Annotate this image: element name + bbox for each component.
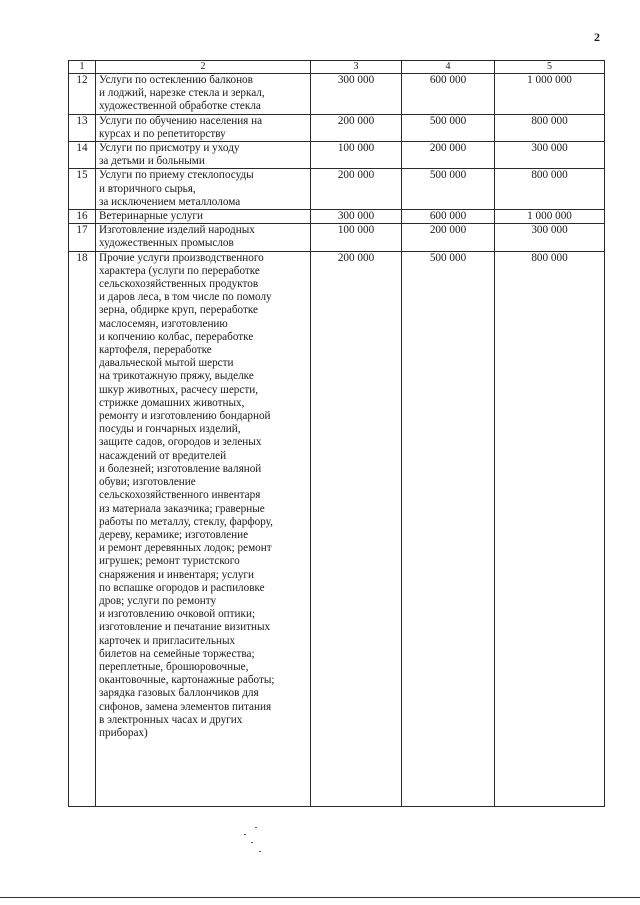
table-row — [69, 210, 605, 224]
amount-column-5: 800 000 — [495, 251, 605, 806]
column-number-header: 1 — [69, 61, 96, 74]
scan-speck — [251, 842, 253, 843]
row-number: 13 — [69, 114, 96, 141]
services-table — [68, 60, 605, 807]
amount-column-5: 300 000 — [495, 142, 605, 169]
page-number: 2 — [594, 30, 600, 44]
row-number: 18 — [69, 251, 96, 806]
amount-column-4: 200 000 — [402, 142, 495, 169]
row-number: 15 — [69, 169, 96, 210]
service-description: Прочие услуги производственного характера (услуги по переработке сельскохозяйственных продуктов и даров леса, в том числе по помолу зерна, обдирке круп, переработке маслосемян, изготовлению и копчению колбас, переработке картофеля, переработке давальческой мытой шерсти на трикотажную пряжу, выделке шкур животных, расчесу шерсти, стрижке домашних животных, ремонту и изготовлению бондарной посуды и гончарных изделий, защите садов, огородов и зеленых насаждений от вредителей и болезней; изготовление валяной обуви; изготовление сельскохозяйственного инвентаря из материала заказчика; граверные работы по металлу, стеклу, фарфору, дереву, керамике; изготовление и ремонт деревянных лодок; ремонт игрушек; ремонт туристского снаряжения и инвентаря; услуги по вспашке огородов и распиловке дров; услуги по ремонту и изготовлению очковой оптики; изготовление и печатание визитных карточек и пригласительных билетов на семейные торжества; переплетные, брошюровочные, окантовочные, картонажные работы; зарядка газовых баллончиков для сифонов, замена элементов питания в электронных часах и других приборах) — [96, 251, 311, 806]
amount-column-4: 500 000 — [402, 251, 495, 806]
table-row — [69, 114, 605, 141]
amount-column-5: 1 000 000 — [495, 74, 605, 115]
service-description: Изготовление изделий народных художественных промыслов — [96, 224, 311, 251]
table-header-row — [69, 61, 605, 74]
scan-speck — [244, 834, 246, 835]
amount-column-4: 200 000 — [402, 224, 495, 251]
scan-speck — [259, 851, 261, 852]
row-number: 12 — [69, 74, 96, 115]
service-description: Услуги по приему стеклопосуды и вторичного сырья, за исключением металлолома — [96, 169, 311, 210]
service-description: Услуги по остеклению балконов и лоджий, нарезке стекла и зеркал, художественной обработке стекла — [96, 74, 311, 115]
amount-column-3: 200 000 — [311, 169, 402, 210]
amount-column-4: 600 000 — [402, 74, 495, 115]
column-number-header: 3 — [311, 61, 402, 74]
amount-column-3: 300 000 — [311, 74, 402, 115]
row-number: 17 — [69, 224, 96, 251]
amount-column-5: 300 000 — [495, 224, 605, 251]
scan-speck — [255, 827, 257, 828]
table-row — [69, 224, 605, 251]
amount-column-3: 300 000 — [311, 210, 402, 224]
amount-column-3: 100 000 — [311, 142, 402, 169]
service-description: Услуги по обучению населения на курсах и по репетиторству — [96, 114, 311, 141]
amount-column-5: 800 000 — [495, 114, 605, 141]
table-row — [69, 251, 605, 806]
column-number-header: 2 — [96, 61, 311, 74]
table-row — [69, 74, 605, 115]
page-bottom-line — [0, 897, 640, 898]
service-description: Ветеринарные услуги — [96, 210, 311, 224]
amount-column-4: 600 000 — [402, 210, 495, 224]
amount-column-3: 200 000 — [311, 251, 402, 806]
table-row — [69, 142, 605, 169]
service-description: Услуги по присмотру и уходу за детьми и больными — [96, 142, 311, 169]
amount-column-4: 500 000 — [402, 169, 495, 210]
table-row — [69, 169, 605, 210]
amount-column-4: 500 000 — [402, 114, 495, 141]
amount-column-3: 200 000 — [311, 114, 402, 141]
amount-column-5: 1 000 000 — [495, 210, 605, 224]
amount-column-5: 800 000 — [495, 169, 605, 210]
row-number: 14 — [69, 142, 96, 169]
amount-column-3: 100 000 — [311, 224, 402, 251]
column-number-header: 4 — [402, 61, 495, 74]
column-number-header: 5 — [495, 61, 605, 74]
row-number: 16 — [69, 210, 96, 224]
